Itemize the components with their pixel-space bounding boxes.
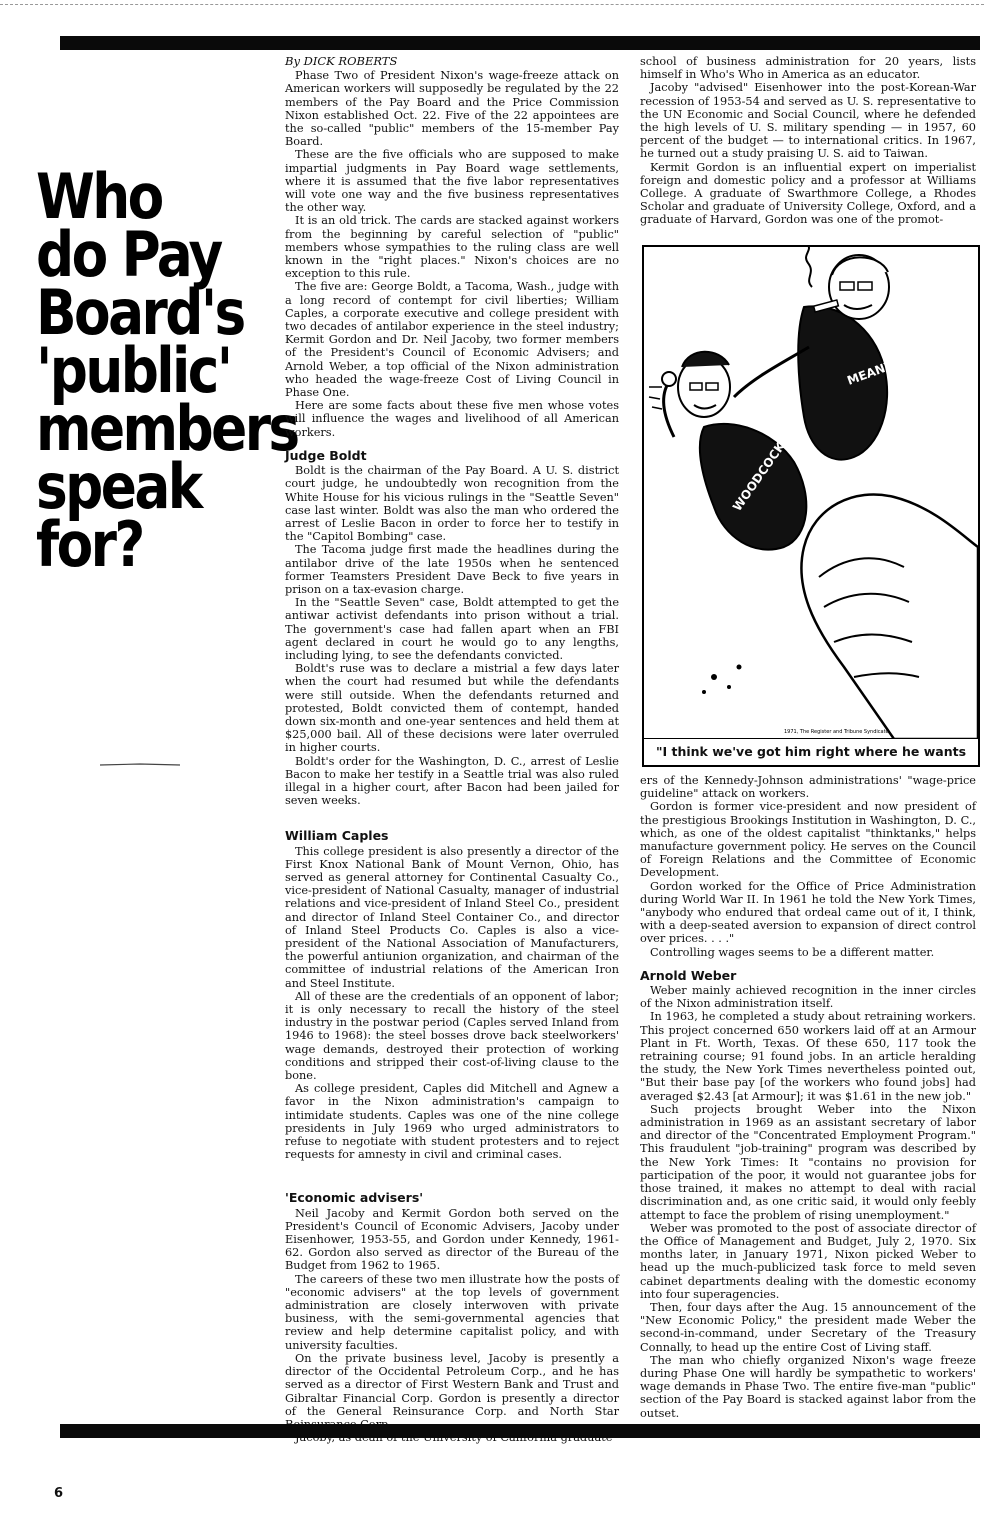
paragraph: These are the five officials who are supposed to make impartial judgments in Pay Board wage settlements, where it is assumed that the five labor representatives will vote one way and the five business representatives the other way. bbox=[285, 148, 619, 215]
paragraph: This college president is also presently a director of the First Knox National Bank of Mount Vernon, Ohio, has served as general attorney for Continental Casualty Co., vice-president of National Casualty, manager of industrial relations and vice-president of Inland Steel Co., president and director of Inland Steel Container Co., and director of Inland Steel Products Co. Caples is also a vice-president of the National Association of Manufacturers, the powerful antiunion organization, and chairman of the committee of industrial relations of the American Iron and Steel Institute. bbox=[285, 844, 619, 990]
cartoon-caption: "I think we've got him right where he wants bbox=[644, 738, 978, 765]
subheading-economic-advisers: 'Economic advisers' bbox=[285, 1190, 424, 1206]
paragraph: On the private business level, Jacoby is presently a director of the Occidental Petroleum Corp., and he has served as a director of First Western Bank and Trust and Gibraltar Financial Corp. Gordon is presently a director of the General Reinsurance Corp. and North Star bbox=[285, 1351, 619, 1418]
paragraph: Boldt is the chairman of the Pay Board. A U. S. district court judge, he undoubtedly won recognition from the White House for his vicious rulings in the "Seattle Seven" case last winter. Boldt was also the man who ordered the arrest of Leslie Bacon in order to force her to testify in the "Capitol Bombing" case. bbox=[285, 464, 619, 544]
paragraph: The Tacoma judge first made the headlines during the antilabor drive of the late 1950s when he sentenced former Teamsters President Dave Beck to five years in prison on a tax-evasion charge. bbox=[285, 543, 619, 596]
paragraph: Boldt's order for the Washington, D. C., arrest of Leslie Bacon to make her testify in a Seattle trial was also ruled illegal in a higher court, after Bacon had been jailed for seven weeks. bbox=[285, 754, 619, 808]
paragraph: Here are some facts about these five men whose votes will influence the wages and livelihood of all American workers. bbox=[285, 399, 619, 439]
bottom-rule bbox=[60, 1424, 980, 1438]
paragraph: Weber was promoted to the post of associate director of the Office of Management and Budget, July 2, 1970. Six months later, in January 1971, Nixon picked Weber to head up the much-publicized task force to meld seven cabinet departments dealing with the domestic economy into four superagencies. bbox=[640, 1221, 976, 1301]
cartoon-label-meany: MEANY bbox=[845, 358, 896, 388]
paragraph: school of business administration for 20 years, lists himself in Who's Who in America as an educator. bbox=[640, 55, 976, 82]
page-number: 6 bbox=[54, 1486, 64, 1501]
paragraph: Jacoby "advised" Eisenhower into the post-Korean-War recession of 1953-54 and served as U. S. representative to the UN Economic and Social Council, where he defended the high levels of U. S. military spending — in 1957, 60 percent of the budget — to international critics. In 1967, he turned out a study praising U. S. aid to Taiwan. bbox=[640, 81, 976, 161]
paragraph: All of these are the credentials of an opponent of labor; it is only necessary to recall the history of the steel industry in the postwar period (Caples served Inland from 1946 to 1968): the steel bosses drove back steelworkers' wage demands, destroyed their protection of working conditions and stripped their cost-of-living clause to the bone. bbox=[285, 989, 619, 1083]
paragraph: The man who chiefly organized Nixon's wage freeze during Phase One will hardly be sympathetic to workers' wage demands in Phase Two. The entire five-man "public" section of the Pay Board is stacked against labor from the outset. bbox=[640, 1353, 976, 1420]
paragraph: In the "Seattle Seven" case, Boldt attempted to get the antiwar activist defendants into prison without a trial. The government's case had fallen apart when an FBI agent declared in court he would go to any lengths, including lying, to see the defendants convicted. bbox=[285, 596, 619, 662]
paragraph: Boldt's ruse was to declare a mistrial a few days later when the court had resumed but while the defendants were still outside. When the defendants returned and protested, Boldt convicted them of contempt, handed down six-month and one-year sentences and held them at $25,000 bail. All of these decisions were later overruled in higher courts. bbox=[285, 662, 619, 755]
paragraph: Phase Two of President Nixon's wage-freeze attack on American workers will supposedly be regulated by the 22 members of the Pay Board and the Price Commission Nixon established Oct. 22. Five of the 22 appointees are the so-called "public" members of the 15-member Pay Board. bbox=[285, 69, 619, 149]
top-rule bbox=[60, 36, 980, 50]
paragraph: In 1963, he completed a study about retraining workers. This project concerned 650 workers laid off at an Armour Plant in Ft. Worth, Texas. Of these 650, 117 took the retraining course; 91 found jobs. In an article heralding the study, the New York Times nevertheless pointed out, "But their base pay [of the workers who found jobs] had averaged $2.43 [at Armour]; it was $1.61 in the new job." bbox=[640, 1010, 976, 1103]
paragraph: The careers of these two men illustrate how the posts of "economic advisers" at the top levels of government administration are closely interwoven with private business, with the semi-governmental agencies that review and help determine capitalist policy, and with university faculties. bbox=[285, 1272, 619, 1352]
paragraph: ers of the Kennedy-Johnson administrations' "wage-price guideline" attack on workers. bbox=[640, 774, 976, 801]
print-smudge bbox=[100, 763, 180, 766]
paragraph: As college president, Caples did Mitchell and Agnew a favor in the Nixon administration's campaign to intimidate students. Caples was one of the nine college presidents in July 1969 who urged administrators to refuse to negotiate with student protesters and to reject requests for amnesty in civil and criminal cases. bbox=[285, 1082, 619, 1162]
cartoon-label-woodcock: WOODCOCK bbox=[729, 439, 788, 514]
paragraph: Kermit Gordon is an influential expert on imperialist foreign and domestic policy and a professor at Williams College. A graduate of Swarthmore College, a Rhodes Scholar and graduate of University College, Oxford, and a graduate of Harvard, Gordon was one of the promot- bbox=[640, 160, 976, 227]
paragraph: Weber mainly achieved recognition in the inner circles of the Nixon administration itself. bbox=[640, 984, 976, 1011]
paragraph: Such projects brought Weber into the Nixon administration in 1969 as an assistant secretary of labor and director of the "Concentrated Employment Program." This fraudulent "job-training" program was described by the New York Times: It "contains no provision for participation of the poor, it would not guarantee jobs for those trained, it makes no attempt to deal with racial discrimination and, as one critic said, it would only feebly attempt to face the problem of rising unemployment." bbox=[640, 1102, 976, 1222]
page-top-edge bbox=[0, 4, 984, 5]
paragraph: Gordon is former vice-president and now president of the prestigious Brookings Institution in Washington, D. C., which, as one of the oldest capitalist "thinktanks," helps manufacture government policy. He serves on the Council of Foreign Relations and the Committee of Economic Development. bbox=[640, 800, 976, 880]
paragraph: It is an old trick. The cards are stacked against workers from the beginning by careful selection of "public" members whose sympathies to the ruling class are well known in the "right places." Nixon's choices are no exception to this rule. bbox=[285, 214, 619, 281]
paragraph: Gordon worked for the Office of Price Administration during World War II. In 1961 he told the New York Times, "anybody who endured that ordeal came out of it, I think, with a deep-seated aversion to expansion of direct control over prices. . . ." bbox=[640, 879, 976, 946]
article-column-1 bbox=[285, 55, 619, 1444]
subheading-caples: William Caples bbox=[285, 828, 389, 844]
paragraph: Controlling wages seems to be a different matter. bbox=[650, 945, 935, 959]
subheading-weber: Arnold Weber bbox=[640, 967, 737, 983]
cartoon-drawing bbox=[644, 247, 978, 739]
subheading-boldt: Judge Boldt bbox=[285, 447, 367, 463]
paragraph: The five are: George Boldt, a Tacoma, Wash., judge with a long record of contempt for civil liberties; William Caples, a corporate executive and college president with two decades of antilabor experience in the steel industry; Kermit Gordon and Dr. Neil Jacoby, two former members of the President's Council of Economic Advisers; and Arnold Weber, a top official of the Nixon administration who headed the wage-freeze Cost of Living Council in Phase One. bbox=[285, 280, 619, 400]
byline: By DICK ROBERTS bbox=[285, 54, 398, 68]
article-column-2-bottom bbox=[640, 774, 976, 1420]
paragraph: Then, four days after the Aug. 15 announcement of the "New Economic Policy," the president made Weber the second-in-command, under Secretary of the Treasury Connally, to head up the entire Cost of Living staff. bbox=[640, 1300, 976, 1354]
editorial-cartoon bbox=[642, 245, 980, 767]
cartoon-credit: 1971, The Register and Tribune Syndicate bbox=[784, 729, 889, 735]
paragraph: Neil Jacoby and Kermit Gordon both served on the President's Council of Economic Advisers, Jacoby under Eisenhower, 1953-55, and Gordon under Kennedy, 1961-62. Gordon also served as director of the Bureau of the Budget from 1962 to 1965. bbox=[285, 1206, 619, 1273]
headline: Who do Pay Board's 'public' members speak for? bbox=[36, 160, 298, 581]
article-column-2-top bbox=[640, 55, 976, 227]
